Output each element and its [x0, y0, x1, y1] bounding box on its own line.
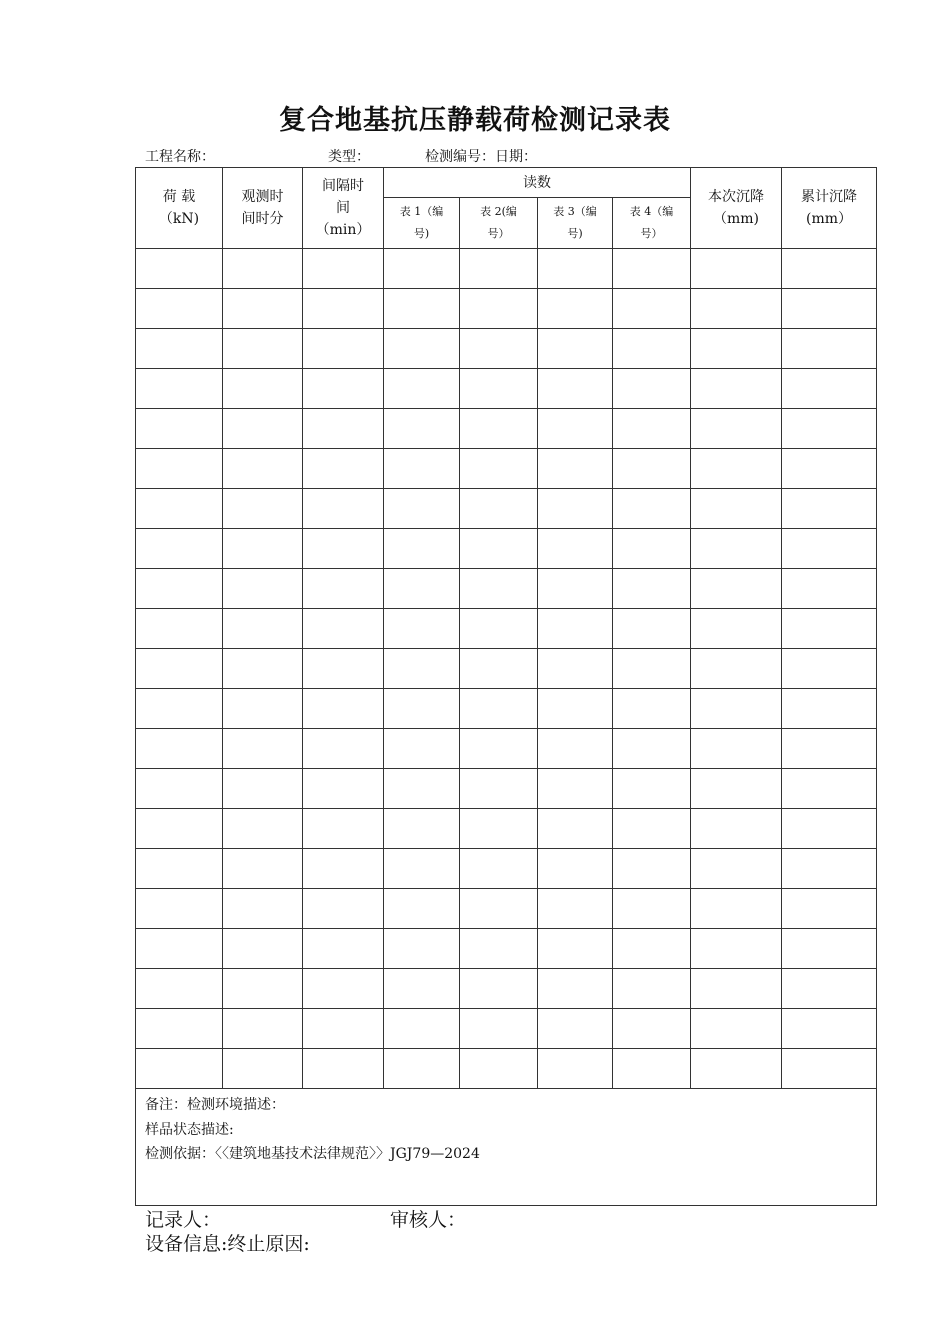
notes-basis: 检测依据：〈〈建筑地基技术法律规范〉〉JGJ79—2024: [145, 1146, 480, 1162]
table-cell[interactable]: [691, 369, 782, 409]
table-row: [136, 929, 877, 969]
table-cell[interactable]: [223, 329, 303, 369]
table-cell[interactable]: [691, 969, 782, 1009]
table-cell[interactable]: [223, 729, 303, 769]
table-cell[interactable]: [223, 929, 303, 969]
table-cell[interactable]: [384, 929, 460, 969]
table-cell[interactable]: [538, 449, 613, 489]
table-row: [136, 449, 877, 489]
table-cell[interactable]: [613, 609, 691, 649]
table-cell[interactable]: [782, 689, 877, 729]
table-cell[interactable]: [782, 889, 877, 929]
reviewer-label: 审核人：: [390, 1209, 467, 1231]
table-cell[interactable]: [538, 329, 613, 369]
table-cell[interactable]: [538, 769, 613, 809]
table-cell[interactable]: [538, 289, 613, 329]
table-cell[interactable]: [613, 1049, 691, 1089]
header-observation-time: 观测时 间时分: [223, 168, 303, 249]
table-row: [136, 409, 877, 449]
table-cell[interactable]: [136, 889, 223, 929]
table-cell[interactable]: [691, 769, 782, 809]
table-cell[interactable]: [136, 849, 223, 889]
table-cell[interactable]: [460, 969, 538, 1009]
table-row: [136, 1049, 877, 1089]
notes-environment: 备注：检测环境描述：: [145, 1097, 285, 1113]
table-cell[interactable]: [136, 689, 223, 729]
table-cell[interactable]: [384, 689, 460, 729]
table-cell[interactable]: [691, 1009, 782, 1049]
table-cell[interactable]: [782, 569, 877, 609]
table-cell[interactable]: [691, 849, 782, 889]
table-cell[interactable]: [460, 489, 538, 529]
table-cell[interactable]: [384, 649, 460, 689]
page-title: 复合地基抗压静载荷检测记录表: [279, 105, 671, 136]
table-cell[interactable]: [613, 729, 691, 769]
table-cell[interactable]: [384, 1009, 460, 1049]
table-cell[interactable]: [460, 649, 538, 689]
table-cell[interactable]: [460, 889, 538, 929]
table-cell[interactable]: [613, 649, 691, 689]
table-row: [136, 529, 877, 569]
table-cell[interactable]: [384, 289, 460, 329]
table-cell[interactable]: [136, 529, 223, 569]
table-cell[interactable]: [136, 489, 223, 529]
table-cell[interactable]: [613, 449, 691, 489]
table-row: [136, 849, 877, 889]
table-cell[interactable]: [460, 1049, 538, 1089]
table-row: [136, 489, 877, 529]
table-row: [136, 889, 877, 929]
header-gauge-4: 表 4（编 号）: [613, 198, 691, 249]
table-cell[interactable]: [223, 809, 303, 849]
table-cell[interactable]: [303, 609, 384, 649]
table-cell[interactable]: [613, 809, 691, 849]
header-gauge-1: 表 1（编 号): [384, 198, 460, 249]
table-row: [136, 569, 877, 609]
table-cell[interactable]: [691, 409, 782, 449]
table-cell[interactable]: [613, 929, 691, 969]
table-cell[interactable]: [691, 609, 782, 649]
table-cell[interactable]: [691, 449, 782, 489]
table-cell[interactable]: [223, 889, 303, 929]
code-date-label: 检测编号：日期：: [425, 149, 537, 165]
table-cell[interactable]: [538, 369, 613, 409]
table-cell[interactable]: [782, 969, 877, 1009]
record-table: [135, 167, 877, 1206]
table-cell[interactable]: [460, 769, 538, 809]
table-cell[interactable]: [782, 849, 877, 889]
table-cell[interactable]: [136, 809, 223, 849]
table-cell[interactable]: [538, 969, 613, 1009]
table-cell[interactable]: [613, 369, 691, 409]
table-cell[interactable]: [223, 649, 303, 689]
table-cell[interactable]: [303, 969, 384, 1009]
table-cell[interactable]: [303, 369, 384, 409]
table-row: [136, 249, 877, 289]
table-cell[interactable]: [136, 969, 223, 1009]
table-cell[interactable]: [460, 289, 538, 329]
table-cell[interactable]: [460, 689, 538, 729]
table-cell[interactable]: [223, 529, 303, 569]
table-cell[interactable]: [782, 1009, 877, 1049]
table-cell[interactable]: [136, 409, 223, 449]
table-cell[interactable]: [384, 889, 460, 929]
header-cumulative-settlement: 累计沉降 (mm）: [782, 168, 877, 249]
table-cell[interactable]: [691, 649, 782, 689]
table-cell[interactable]: [223, 689, 303, 729]
table-cell[interactable]: [538, 1049, 613, 1089]
table-cell[interactable]: [782, 329, 877, 369]
table-cell[interactable]: [223, 769, 303, 809]
table-cell[interactable]: [384, 769, 460, 809]
table-row: [136, 729, 877, 769]
table-cell[interactable]: [303, 649, 384, 689]
table-cell[interactable]: [460, 449, 538, 489]
table-cell[interactable]: [538, 609, 613, 649]
table-cell[interactable]: [384, 849, 460, 889]
table-cell[interactable]: [136, 729, 223, 769]
table-cell[interactable]: [782, 729, 877, 769]
table-cell[interactable]: [384, 329, 460, 369]
table-cell[interactable]: [538, 1009, 613, 1049]
table-cell[interactable]: [303, 809, 384, 849]
table-cell[interactable]: [460, 369, 538, 409]
table-cell[interactable]: [613, 489, 691, 529]
table-cell[interactable]: [538, 569, 613, 609]
table-cell[interactable]: [223, 1049, 303, 1089]
table-cell[interactable]: [691, 809, 782, 849]
table-row: [136, 969, 877, 1009]
table-cell[interactable]: [538, 529, 613, 569]
header-interval: 间隔时 间 （min）: [303, 168, 384, 249]
table-cell[interactable]: [782, 649, 877, 689]
table-cell[interactable]: [303, 849, 384, 889]
table-cell[interactable]: [303, 929, 384, 969]
table-cell[interactable]: [782, 409, 877, 449]
table-cell[interactable]: [384, 409, 460, 449]
table-cell[interactable]: [691, 929, 782, 969]
table-cell[interactable]: [223, 1009, 303, 1049]
table-cell[interactable]: [136, 249, 223, 289]
equipment-label: 设备信息:终止原因:: [145, 1233, 310, 1255]
table-cell[interactable]: [223, 849, 303, 889]
table-cell[interactable]: [460, 609, 538, 649]
table-cell[interactable]: [691, 529, 782, 569]
header-gauge-2: 表 2(编 号）: [460, 198, 538, 249]
table-cell[interactable]: [613, 289, 691, 329]
table-cell[interactable]: [136, 609, 223, 649]
table-cell[interactable]: [538, 689, 613, 729]
notes-section: [136, 1089, 877, 1206]
header-current-settlement: 本次沉降 （mm): [691, 168, 782, 249]
table-cell[interactable]: [460, 1009, 538, 1049]
table-cell[interactable]: [303, 329, 384, 369]
table-cell[interactable]: [782, 489, 877, 529]
table-cell[interactable]: [613, 569, 691, 609]
table-cell[interactable]: [303, 1009, 384, 1049]
header-load: 荷 载 （kN): [136, 168, 223, 249]
table-cell[interactable]: [613, 889, 691, 929]
table-cell[interactable]: [223, 369, 303, 409]
table-cell[interactable]: [782, 929, 877, 969]
table-cell[interactable]: [223, 289, 303, 329]
table-row: [136, 809, 877, 849]
table-cell[interactable]: [303, 409, 384, 449]
table-cell[interactable]: [691, 289, 782, 329]
table-cell[interactable]: [691, 729, 782, 769]
table-row: [136, 769, 877, 809]
table-cell[interactable]: [691, 569, 782, 609]
table-cell[interactable]: [782, 249, 877, 289]
table-cell[interactable]: [613, 329, 691, 369]
table-cell[interactable]: [223, 569, 303, 609]
table-cell[interactable]: [782, 609, 877, 649]
table-cell[interactable]: [136, 569, 223, 609]
table-cell[interactable]: [136, 449, 223, 489]
table-row: [136, 1009, 877, 1049]
table-cell[interactable]: [223, 609, 303, 649]
table-cell[interactable]: [223, 409, 303, 449]
table-cell[interactable]: [538, 929, 613, 969]
table-cell[interactable]: [384, 489, 460, 529]
table-row: [136, 289, 877, 329]
table-cell[interactable]: [538, 409, 613, 449]
table-cell[interactable]: [136, 369, 223, 409]
table-cell[interactable]: [460, 809, 538, 849]
table-cell[interactable]: [136, 1009, 223, 1049]
table-cell[interactable]: [384, 969, 460, 1009]
table-cell[interactable]: [613, 769, 691, 809]
table-cell[interactable]: [384, 369, 460, 409]
table-cell[interactable]: [691, 1049, 782, 1089]
table-cell[interactable]: [384, 529, 460, 569]
table-cell[interactable]: [136, 769, 223, 809]
table-cell[interactable]: [782, 449, 877, 489]
header-readings: 读数: [384, 168, 691, 198]
table-cell[interactable]: [303, 489, 384, 529]
table-cell[interactable]: [303, 769, 384, 809]
table-cell[interactable]: [613, 529, 691, 569]
table-cell[interactable]: [136, 1049, 223, 1089]
table-cell[interactable]: [460, 409, 538, 449]
table-cell[interactable]: [538, 889, 613, 929]
table-cell[interactable]: [223, 249, 303, 289]
table-cell[interactable]: [782, 529, 877, 569]
table-cell[interactable]: [303, 249, 384, 289]
table-cell[interactable]: [460, 329, 538, 369]
table-cell[interactable]: [303, 449, 384, 489]
recorder-label: 记录人：: [145, 1209, 222, 1231]
table-row: [136, 609, 877, 649]
table-cell[interactable]: [782, 809, 877, 849]
table-cell[interactable]: [538, 809, 613, 849]
table-cell[interactable]: [384, 449, 460, 489]
table-cell[interactable]: [613, 969, 691, 1009]
table-cell[interactable]: [303, 1049, 384, 1089]
table-cell[interactable]: [136, 329, 223, 369]
table-cell[interactable]: [303, 529, 384, 569]
type-label: 类型：: [328, 149, 370, 165]
table-cell[interactable]: [460, 929, 538, 969]
table-cell[interactable]: [613, 409, 691, 449]
table-cell[interactable]: [223, 969, 303, 1009]
table-cell[interactable]: [613, 849, 691, 889]
table-cell[interactable]: [384, 249, 460, 289]
table-cell[interactable]: [691, 329, 782, 369]
table-cell[interactable]: [691, 249, 782, 289]
table-cell[interactable]: [691, 689, 782, 729]
table-cell[interactable]: [136, 289, 223, 329]
table-cell[interactable]: [303, 569, 384, 609]
table-cell[interactable]: [460, 569, 538, 609]
table-cell[interactable]: [782, 1049, 877, 1089]
table-cell[interactable]: [384, 569, 460, 609]
table-cell[interactable]: [384, 609, 460, 649]
table-cell[interactable]: [460, 249, 538, 289]
table-cell[interactable]: [384, 809, 460, 849]
notes-sample-state: 样品状态描述:: [145, 1121, 234, 1138]
table-cell[interactable]: [303, 689, 384, 729]
table-cell[interactable]: [460, 529, 538, 569]
table-cell[interactable]: [223, 449, 303, 489]
table-cell[interactable]: [460, 729, 538, 769]
table-cell[interactable]: [782, 289, 877, 329]
table-cell[interactable]: [538, 489, 613, 529]
table-cell[interactable]: [691, 889, 782, 929]
table-cell[interactable]: [782, 769, 877, 809]
project-name-label: 工程名称：: [145, 149, 215, 165]
table-row: [136, 369, 877, 409]
table-cell[interactable]: [136, 929, 223, 969]
table-cell[interactable]: [613, 249, 691, 289]
table-cell[interactable]: [538, 849, 613, 889]
table-cell[interactable]: [136, 649, 223, 689]
table-cell[interactable]: [223, 489, 303, 529]
table-cell[interactable]: [538, 649, 613, 689]
table-cell[interactable]: [384, 1049, 460, 1089]
table-cell[interactable]: [460, 849, 538, 889]
table-row: [136, 329, 877, 369]
table-cell[interactable]: [303, 889, 384, 929]
table-row: [136, 689, 877, 729]
table-cell[interactable]: [782, 369, 877, 409]
table-cell[interactable]: [691, 489, 782, 529]
table-cell[interactable]: [613, 1009, 691, 1049]
table-cell[interactable]: [613, 689, 691, 729]
header-gauge-3: 表 3（编 号): [538, 198, 613, 249]
table-cell[interactable]: [303, 729, 384, 769]
table-cell[interactable]: [538, 249, 613, 289]
table-cell[interactable]: [538, 729, 613, 769]
table-cell[interactable]: [303, 289, 384, 329]
table-row: [136, 649, 877, 689]
table-cell[interactable]: [384, 729, 460, 769]
